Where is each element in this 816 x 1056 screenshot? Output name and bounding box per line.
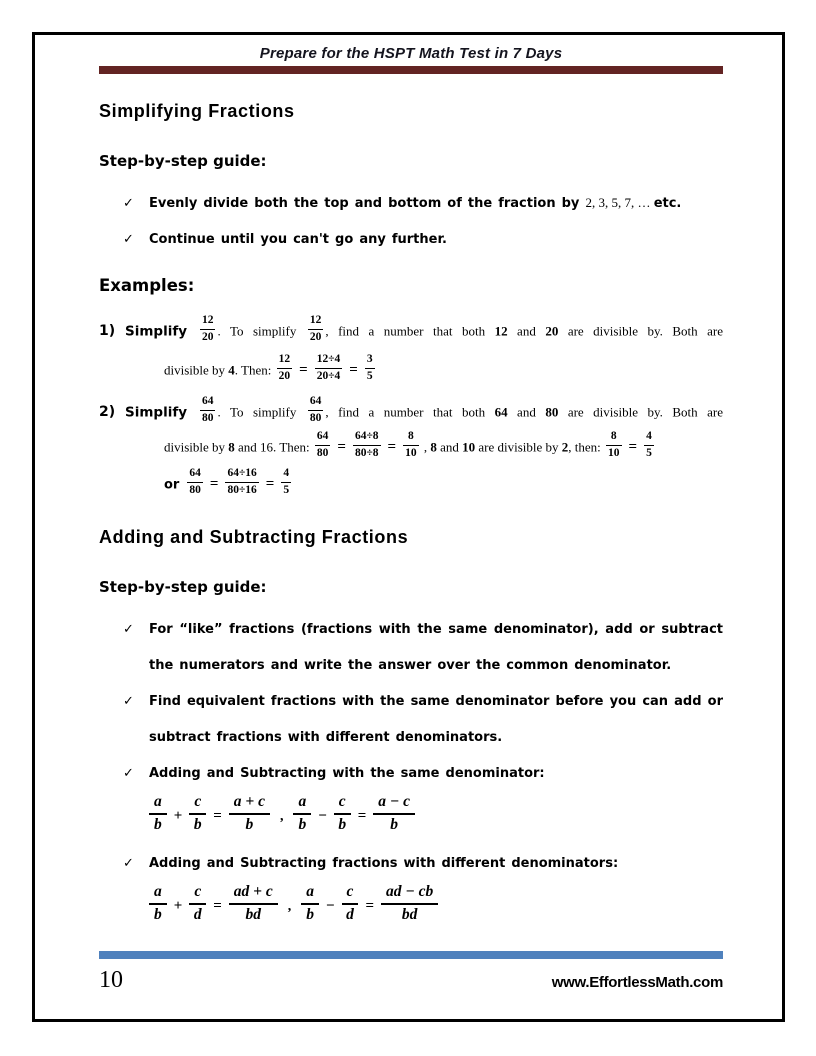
step-by-step-guide-label-2: Step-by-step guide: xyxy=(99,578,267,597)
running-header-title: Prepare for the HSPT Math Test in 7 Days xyxy=(259,45,563,62)
text-run: = xyxy=(337,439,346,456)
fraction: $\frac{64\div 16}{80\div 16}$ xyxy=(227,467,257,496)
example-2 xyxy=(99,396,723,500)
text-run: = xyxy=(628,439,638,456)
checkmark-icon: ✓ xyxy=(123,196,134,211)
example-1-line-2 xyxy=(164,354,723,386)
text-run: Adding and Subtracting with the same denominator: xyxy=(149,766,545,782)
bullet-different-denominators xyxy=(123,854,723,872)
text-run: and xyxy=(507,404,546,420)
fraction: $\frac{a}{b}$ xyxy=(293,792,311,836)
bullet-like-fractions xyxy=(123,620,723,638)
text-run: , find a number that both xyxy=(325,404,495,420)
fraction: $\frac{c}{d}$ xyxy=(189,882,206,926)
text-run: are divisible by. Both are xyxy=(558,323,723,339)
text-run: 80 xyxy=(545,404,559,420)
fraction: $\frac{64}{80}$ xyxy=(201,395,214,424)
text-run: 12 xyxy=(494,323,508,339)
page-border-frame xyxy=(32,32,785,1022)
bullet-evenly-divide xyxy=(123,194,723,212)
fraction: $\frac{12\div 4}{20\div 4}$ xyxy=(316,353,341,382)
text-run: + xyxy=(173,808,183,825)
fraction: $\frac{c}{d}$ xyxy=(342,882,359,926)
text-run: , then: xyxy=(568,439,605,455)
page-footer xyxy=(99,951,723,994)
text-run: are divisible by xyxy=(475,439,562,455)
text-run: − xyxy=(325,898,335,915)
text-run: etc. xyxy=(653,196,682,211)
text-run: = xyxy=(213,808,222,825)
checkmark-icon: ✓ xyxy=(123,856,134,871)
page-content xyxy=(99,45,723,932)
text-run: the numerators and write the answer over the common denominator. xyxy=(149,658,672,674)
fraction: $\frac{c}{b}$ xyxy=(189,792,206,836)
footer-blue-rule xyxy=(99,951,723,959)
text-run: . Then: xyxy=(234,362,275,378)
example-1-line-1 xyxy=(125,315,723,347)
section-title-adding-subtracting-fractions: Adding and Subtracting Fractions xyxy=(99,527,409,548)
text-run: 8 xyxy=(228,439,235,455)
footer-row xyxy=(99,967,723,994)
fraction: $\frac{64}{80}$ xyxy=(316,430,329,459)
website-url: www.EffortlessMath.com xyxy=(551,974,723,991)
fraction: $\frac{12}{20}$ xyxy=(278,353,291,382)
text-run: = xyxy=(349,362,358,379)
text-run: Adding and Subtracting fractions with different denominators: xyxy=(149,856,619,871)
fraction: $\frac{ad - cb}{bd}$ xyxy=(381,882,438,926)
text-run: = xyxy=(387,439,397,456)
fraction: $\frac{8}{10}$ xyxy=(608,430,620,459)
bullet-same-denominator xyxy=(123,764,723,782)
header-maroon-rule xyxy=(99,66,723,74)
fraction: $\frac{4}{5}$ xyxy=(283,467,290,496)
section-title-simplifying-fractions: Simplifying Fractions xyxy=(99,101,295,121)
fraction: $\frac{a}{b}$ xyxy=(301,882,319,926)
checkmark-icon: ✓ xyxy=(123,622,134,638)
fraction: $\frac{a - c}{b}$ xyxy=(373,792,415,836)
text-run: = xyxy=(357,808,367,825)
text-run: = xyxy=(299,362,308,379)
fraction: $\frac{ad + c}{bd}$ xyxy=(229,882,278,926)
text-run: and 16. Then: xyxy=(234,439,313,455)
text-run: − xyxy=(318,808,327,825)
text-run: Evenly divide both the top and bottom of the fraction by xyxy=(149,196,586,211)
bullet-equivalent-fractions-continued xyxy=(149,728,723,746)
checkmark-icon: ✓ xyxy=(123,766,134,782)
text-run: Find equivalent fractions with the same denominator before you can add or xyxy=(149,694,723,710)
text-run: , xyxy=(279,809,284,825)
examples-heading: Examples: xyxy=(99,276,195,295)
text-run: subtract fractions with different denominators. xyxy=(149,730,503,746)
fraction: $\frac{64}{80}$ xyxy=(189,467,201,496)
text-run: and xyxy=(436,439,463,455)
bullet-equivalent-fractions xyxy=(123,692,723,710)
fraction: $\frac{3}{5}$ xyxy=(366,353,373,382)
text-run: = xyxy=(365,898,374,915)
guide-bullets-1 xyxy=(99,194,723,248)
text-run: are divisible by. Both are xyxy=(558,404,723,420)
bullet-text xyxy=(149,854,723,872)
fraction: $\frac{64\div 8}{80\div 8}$ xyxy=(354,430,379,459)
text-run: , find a number that both xyxy=(325,323,495,339)
text-run: Simplify xyxy=(125,323,198,340)
fraction: $\frac{a + c}{b}$ xyxy=(229,792,270,836)
example-2-number: 2) xyxy=(99,404,116,421)
text-run: 20 xyxy=(545,323,559,339)
fraction: $\frac{4}{5}$ xyxy=(646,430,652,459)
text-run: 8 xyxy=(430,439,437,455)
checkmark-icon: ✓ xyxy=(123,694,134,710)
example-1-body xyxy=(125,315,723,386)
text-run: + xyxy=(173,898,183,915)
fraction: $\frac{a}{b}$ xyxy=(149,792,167,836)
text-run: and xyxy=(507,323,546,339)
formula-same-denominator xyxy=(147,794,723,838)
bullet-text xyxy=(149,194,723,212)
text-run: Continue until you can't go any further. xyxy=(149,232,447,247)
bullet-text xyxy=(149,620,723,638)
checkmark-icon: ✓ xyxy=(123,232,134,247)
text-run: . To simplify xyxy=(217,323,306,339)
text-run: 2 xyxy=(561,439,569,455)
text-run: divisible by xyxy=(164,362,229,378)
text-run: Simplify xyxy=(125,404,198,421)
text-run: = xyxy=(265,476,275,493)
example-2-body xyxy=(125,396,723,500)
example-2-line-2 xyxy=(164,431,723,463)
bullet-like-fractions-continued xyxy=(149,656,723,674)
text-run: For “like” fractions (fractions with the same denominator), add or subtract xyxy=(149,622,723,638)
text-run: or xyxy=(164,477,186,493)
example-1 xyxy=(99,315,723,386)
fraction: $\frac{8}{10}$ xyxy=(405,430,417,459)
example-1-number: 1) xyxy=(99,323,116,339)
fraction: $\frac{64}{80}$ xyxy=(309,395,322,424)
text-run: divisible by xyxy=(164,439,229,455)
text-run: 64 xyxy=(494,404,508,420)
bullet-text xyxy=(149,764,723,782)
fraction: $\frac{12}{20}$ xyxy=(309,314,322,343)
bullet-continue xyxy=(123,230,723,248)
text-run: = xyxy=(213,898,222,915)
text-run: , xyxy=(287,899,292,915)
formula-different-denominators xyxy=(147,884,723,928)
bullet-text xyxy=(149,692,723,710)
fraction: $\frac{a}{b}$ xyxy=(149,882,167,926)
text-run: = xyxy=(209,476,219,493)
text-run: . To simplify xyxy=(217,404,306,420)
example-2-line-1 xyxy=(125,396,723,428)
page-number: 10 xyxy=(99,967,123,993)
fraction: $\frac{12}{20}$ xyxy=(201,314,214,343)
text-run: , xyxy=(420,439,431,455)
step-by-step-guide-label-1: Step-by-step guide: xyxy=(99,152,267,170)
guide-bullets-2 xyxy=(99,620,723,928)
example-2-line-3 xyxy=(164,468,723,500)
text-run: 2, 3, 5, 7, … xyxy=(585,195,654,210)
bullet-text xyxy=(149,230,723,248)
text-run: 4 xyxy=(228,362,235,378)
text-run: 10 xyxy=(462,439,476,455)
fraction: $\frac{c}{b}$ xyxy=(334,792,351,836)
